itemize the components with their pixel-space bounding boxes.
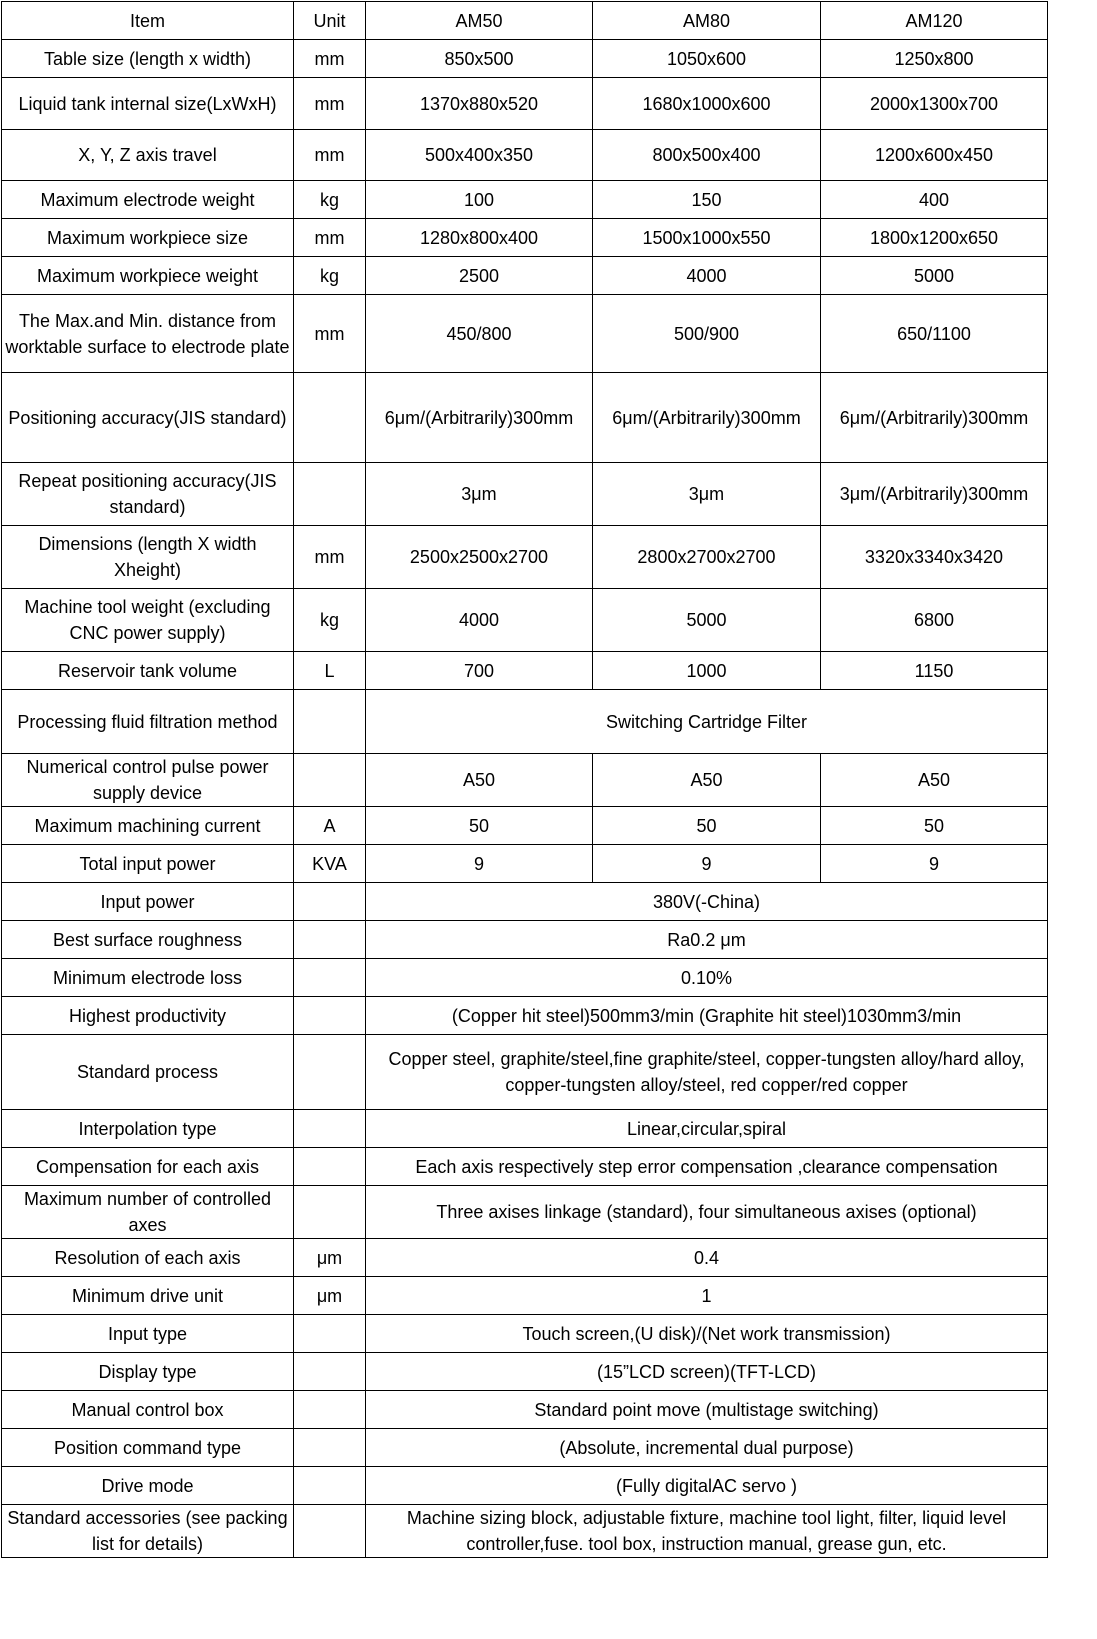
cell-value-am50: 3μm [366,463,593,526]
cell-value-am80: 800x500x400 [593,130,821,181]
cell-item: Drive mode [2,1467,294,1505]
cell-value-am120: 2000x1300x700 [821,78,1048,130]
cell-item: Display type [2,1353,294,1391]
cell-value-am80: 1680x1000x600 [593,78,821,130]
cell-unit [294,959,366,997]
cell-item: X, Y, Z axis travel [2,130,294,181]
table-row [2,921,1048,959]
cell-unit: mm [294,78,366,130]
cell-value-am80: 6μm/(Arbitrarily)300mm [593,373,821,463]
cell-unit: mm [294,219,366,257]
cell-unit [294,690,366,754]
table-row [2,754,1048,807]
cell-value-merged: Machine sizing block, adjustable fixture, machine tool light, filter, liquid level controller,fuse. tool box, instruction manual, grease gun, etc. [366,1505,1048,1558]
cell-value-am120: 5000 [821,257,1048,295]
cell-value-merged: 1 [366,1277,1048,1315]
cell-item: Input type [2,1315,294,1353]
cell-unit: mm [294,130,366,181]
table-row [2,883,1048,921]
cell-value-am120: 3320x3340x3420 [821,526,1048,589]
header-model-am80: AM80 [593,2,821,40]
cell-unit: mm [294,40,366,78]
table-row [2,652,1048,690]
cell-value-am120: 1250x800 [821,40,1048,78]
cell-item: Maximum number of controlled axes [2,1186,294,1239]
cell-value-merged: Standard point move (multistage switching) [366,1391,1048,1429]
cell-value-am50: 850x500 [366,40,593,78]
cell-item: Numerical control pulse power supply device [2,754,294,807]
table-row [2,589,1048,652]
cell-unit: L [294,652,366,690]
table-row [2,1186,1048,1239]
cell-item: Minimum drive unit [2,1277,294,1315]
cell-value-merged: 380V(-China) [366,883,1048,921]
cell-value-am50: 450/800 [366,295,593,373]
cell-value-am120: 3μm/(Arbitrarily)300mm [821,463,1048,526]
cell-item: Total input power [2,845,294,883]
header-row [2,2,1048,40]
cell-value-am80: 1500x1000x550 [593,219,821,257]
cell-value-am80: 150 [593,181,821,219]
cell-value-am50: 500x400x350 [366,130,593,181]
cell-item: Resolution of each axis [2,1239,294,1277]
cell-value-am50: 2500x2500x2700 [366,526,593,589]
cell-value-merged: Switching Cartridge Filter [366,690,1048,754]
table-row [2,1467,1048,1505]
table-row [2,257,1048,295]
cell-unit [294,883,366,921]
cell-value-am50: 1370x880x520 [366,78,593,130]
header-unit: Unit [294,2,366,40]
cell-unit [294,997,366,1035]
cell-unit [294,1110,366,1148]
cell-value-am80: 3μm [593,463,821,526]
cell-value-am120: 6800 [821,589,1048,652]
cell-value-am80: 50 [593,807,821,845]
cell-value-am50: 100 [366,181,593,219]
cell-unit [294,1429,366,1467]
cell-unit [294,1148,366,1186]
cell-value-am120: 50 [821,807,1048,845]
cell-value-am80: A50 [593,754,821,807]
cell-item: Positioning accuracy(JIS standard) [2,373,294,463]
cell-value-am80: 1050x600 [593,40,821,78]
cell-value-merged: Each axis respectively step error compensation ,clearance compensation [366,1148,1048,1186]
table-row [2,997,1048,1035]
table-row [2,845,1048,883]
cell-unit: kg [294,589,366,652]
table-row [2,959,1048,997]
header-model-am50: AM50 [366,2,593,40]
header-model-am120: AM120 [821,2,1048,40]
cell-item: Maximum workpiece size [2,219,294,257]
cell-value-am50: 6μm/(Arbitrarily)300mm [366,373,593,463]
table-row [2,1148,1048,1186]
table-row [2,295,1048,373]
cell-item: Compensation for each axis [2,1148,294,1186]
table-row [2,40,1048,78]
cell-item: Repeat positioning accuracy(JIS standard) [2,463,294,526]
cell-value-merged: 0.10% [366,959,1048,997]
table-row [2,373,1048,463]
cell-item: Best surface roughness [2,921,294,959]
cell-item: Maximum electrode weight [2,181,294,219]
cell-item: Manual control box [2,1391,294,1429]
cell-unit [294,754,366,807]
table-row [2,130,1048,181]
cell-unit [294,1035,366,1110]
cell-item: Maximum workpiece weight [2,257,294,295]
cell-value-merged: (Copper hit steel)500mm3/min (Graphite hit steel)1030mm3/min [366,997,1048,1035]
cell-value-am120: 650/1100 [821,295,1048,373]
cell-value-am120: 1800x1200x650 [821,219,1048,257]
cell-value-merged: (Absolute, incremental dual purpose) [366,1429,1048,1467]
cell-item: Liquid tank internal size(LxWxH) [2,78,294,130]
cell-unit [294,1391,366,1429]
cell-value-merged: Ra0.2 μm [366,921,1048,959]
cell-unit: kg [294,181,366,219]
table-row [2,1277,1048,1315]
cell-value-am80: 500/900 [593,295,821,373]
cell-value-merged: (Fully digitalAC servo ) [366,1467,1048,1505]
cell-item: Maximum machining current [2,807,294,845]
cell-item: Machine tool weight (excluding CNC power supply) [2,589,294,652]
cell-unit [294,373,366,463]
cell-value-am120: 9 [821,845,1048,883]
cell-value-am120: 400 [821,181,1048,219]
cell-value-am50: 700 [366,652,593,690]
cell-value-merged: Linear,circular,spiral [366,1110,1048,1148]
cell-item: Standard accessories (see packing list for details) [2,1505,294,1558]
cell-unit [294,1315,366,1353]
cell-item: Position command type [2,1429,294,1467]
cell-value-merged: Touch screen,(U disk)/(Net work transmission) [366,1315,1048,1353]
cell-value-merged: 0.4 [366,1239,1048,1277]
cell-item: Interpolation type [2,1110,294,1148]
cell-value-am120: 6μm/(Arbitrarily)300mm [821,373,1048,463]
table-row [2,78,1048,130]
cell-unit: mm [294,295,366,373]
cell-value-am80: 9 [593,845,821,883]
table-row [2,807,1048,845]
cell-unit [294,1353,366,1391]
table-row [2,1429,1048,1467]
cell-unit [294,1467,366,1505]
cell-unit: μm [294,1239,366,1277]
cell-value-am120: 1200x600x450 [821,130,1048,181]
table-row [2,219,1048,257]
cell-unit: kg [294,257,366,295]
cell-value-am50: 9 [366,845,593,883]
table-row [2,1505,1048,1558]
cell-item: Standard process [2,1035,294,1110]
cell-value-am50: 1280x800x400 [366,219,593,257]
table-row [2,526,1048,589]
cell-unit: KVA [294,845,366,883]
cell-value-am80: 1000 [593,652,821,690]
table-row [2,1391,1048,1429]
cell-value-am120: 1150 [821,652,1048,690]
cell-item: Dimensions (length X width Xheight) [2,526,294,589]
cell-item: Table size (length x width) [2,40,294,78]
cell-value-am120: A50 [821,754,1048,807]
table-row [2,690,1048,754]
cell-value-am80: 5000 [593,589,821,652]
cell-value-am50: 50 [366,807,593,845]
header-item: Item [2,2,294,40]
table-row [2,1239,1048,1277]
cell-unit [294,921,366,959]
cell-value-am80: 4000 [593,257,821,295]
cell-item: Input power [2,883,294,921]
spec-table [1,1,1048,1558]
cell-value-merged: (15”LCD screen)(TFT-LCD) [366,1353,1048,1391]
cell-value-merged: Copper steel, graphite/steel,fine graphite/steel, copper-tungsten alloy/hard alloy, copper-tungsten alloy/steel, red copper/red copper [366,1035,1048,1110]
table-row [2,1110,1048,1148]
table-row [2,1035,1048,1110]
cell-item: Reservoir tank volume [2,652,294,690]
cell-value-merged: Three axises linkage (standard), four simultaneous axises (optional) [366,1186,1048,1239]
cell-value-am80: 2800x2700x2700 [593,526,821,589]
table-row [2,1315,1048,1353]
cell-item: Highest productivity [2,997,294,1035]
table-row [2,463,1048,526]
cell-unit: μm [294,1277,366,1315]
cell-unit [294,463,366,526]
cell-item: The Max.and Min. distance from worktable surface to electrode plate [2,295,294,373]
cell-value-am50: A50 [366,754,593,807]
table-row [2,1353,1048,1391]
cell-unit [294,1505,366,1558]
cell-unit [294,1186,366,1239]
cell-unit: mm [294,526,366,589]
cell-item: Minimum electrode loss [2,959,294,997]
cell-value-am50: 4000 [366,589,593,652]
cell-value-am50: 2500 [366,257,593,295]
cell-item: Processing fluid filtration method [2,690,294,754]
table-row [2,181,1048,219]
cell-unit: A [294,807,366,845]
